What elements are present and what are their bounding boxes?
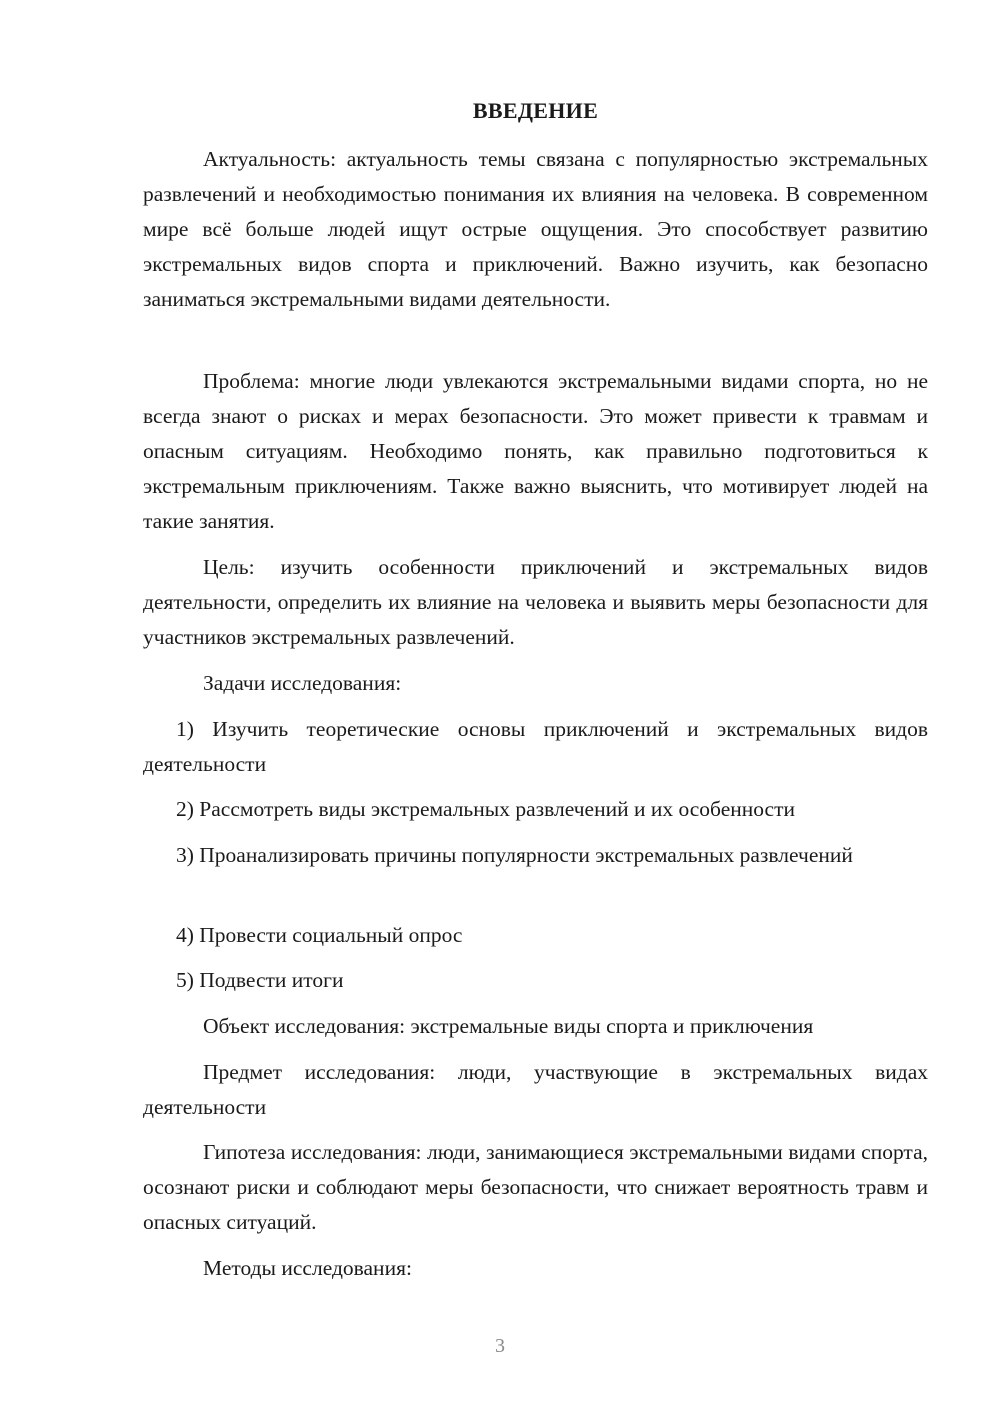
task-item-2: 2) Рассмотреть виды экстремальных развлечений и их особенности [176,797,795,821]
task-item-1: 1) Изучить теоретические основы приключений и экстремальных видов деятельности [143,717,928,776]
task-item-4: 4) Провести социальный опрос [176,923,463,947]
page-number: 3 [495,1335,505,1357]
task-item-3: 3) Проанализировать причины популярности экстремальных развлечений [176,843,853,867]
object-paragraph: Объект исследования: экстремальные виды спорта и приключения [203,1014,814,1038]
goal-paragraph: Цель: изучить особенности приключений и экстремальных видов деятельности, определить их влияние на человека и выявить меры безопасности для участников экстремальных развлечений. [143,555,928,649]
tasks-title: Задачи исследования: [203,671,402,695]
task-item-5: 5) Подвести итоги [176,968,344,992]
section-heading: ВВЕДЕНИЕ [472,98,599,123]
methods-title: Методы исследования: [203,1256,412,1280]
relevance-paragraph: Актуальность: актуальность темы связана с популярностью экстремальных развлечений и необходимостью понимания их влияния на человека. В современном мире всё больше людей ищут острые ощущения. Это способствует развитию экстремальных видов спорта и приключений. Важно изучить, как безопасно заниматься экстремальными видами деятельности. [143,147,928,311]
subject-paragraph: Предмет исследования: люди, участвующие в экстремальных видах деятельности [143,1060,928,1119]
hypothesis-paragraph: Гипотеза исследования: люди, занимающиеся экстремальными видами спорта, осознают риски и соблюдают меры безопасности, что снижает вероятность травм и опасных ситуаций. [143,1140,928,1234]
problem-paragraph: Проблема: многие люди увлекаются экстремальными видами спорта, но не всегда знают о рисках и мерах безопасности. Это может привести к травмам и опасным ситуациям. Необходимо понять, как правильно подготовиться к экстремальным приключениям. Также важно выяснить, что мотивирует людей на такие занятия. [143,369,928,533]
